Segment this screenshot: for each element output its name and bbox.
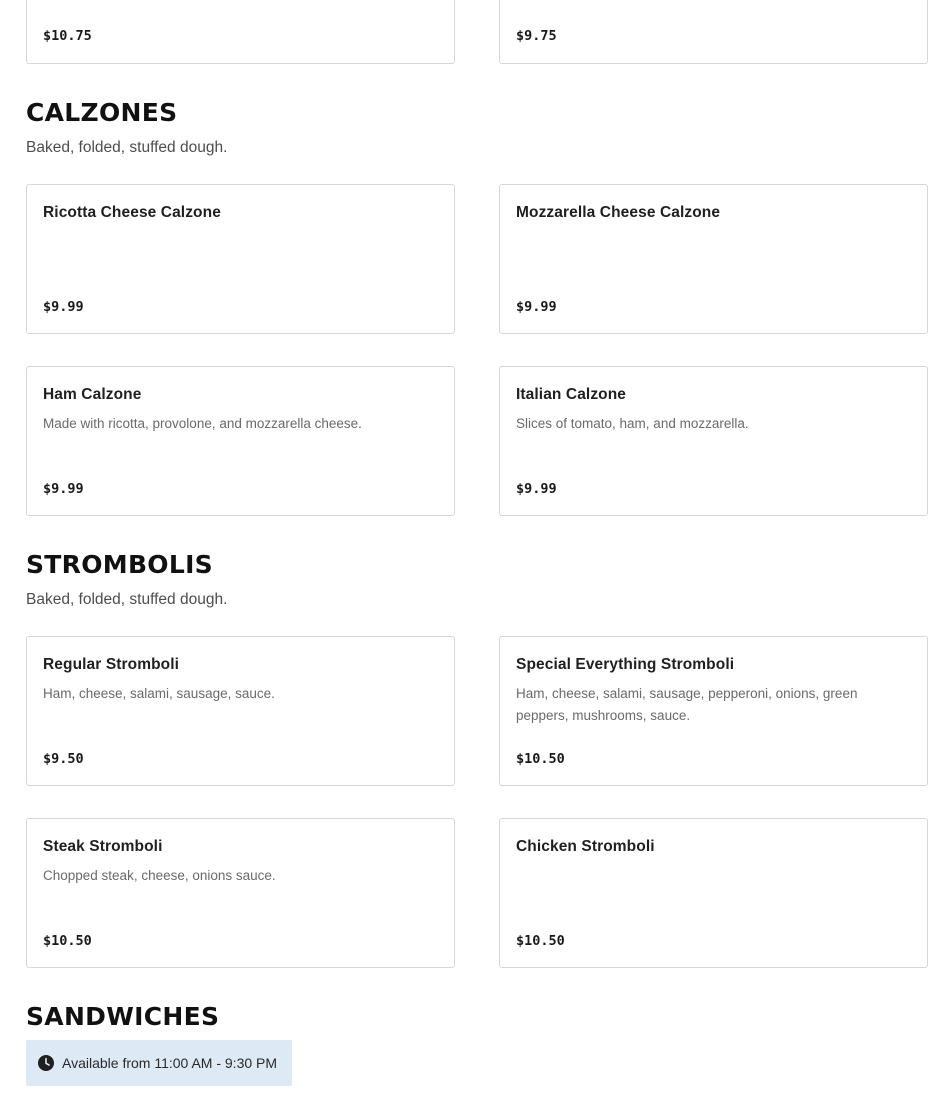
item-description: Ham, cheese, salami, sausage, pepperoni, onions, green peppers, mushrooms, sauce. xyxy=(516,686,858,723)
section-subtitle-strombolis: Baked, folded, stuffed dough. xyxy=(26,591,228,608)
item-name: Mozzarella Cheese Calzone xyxy=(516,204,721,221)
item-price: $10.50 xyxy=(516,933,565,949)
item-price: $10.50 xyxy=(43,933,92,949)
menu-item-card[interactable] xyxy=(26,818,455,968)
item-description: Made with ricotta, provolone, and mozzarella cheese. xyxy=(43,416,362,431)
item-name: Special Everything Stromboli xyxy=(516,656,735,673)
item-description: Chopped steak, cheese, onions sauce. xyxy=(43,868,276,883)
section-title-calzones: CALZONES xyxy=(26,98,178,127)
item-description: Ham, cheese, salami, sausage, sauce. xyxy=(43,686,275,701)
item-price: $9.99 xyxy=(516,299,557,315)
availability-text: Available from 11:00 AM - 9:30 PM xyxy=(62,1055,278,1071)
menu-item-card[interactable] xyxy=(499,636,928,786)
menu-item-card[interactable] xyxy=(26,366,455,516)
item-price: $9.75 xyxy=(516,28,557,44)
item-name: Italian Calzone xyxy=(516,386,627,403)
menu-item-card[interactable] xyxy=(499,366,928,516)
section-subtitle-calzones: Baked, folded, stuffed dough. xyxy=(26,139,228,156)
item-name: Regular Stromboli xyxy=(43,656,180,673)
availability-banner xyxy=(26,1040,292,1086)
item-price: $9.99 xyxy=(43,481,84,497)
item-price: $10.50 xyxy=(516,751,565,767)
item-price: $9.50 xyxy=(43,751,84,767)
item-price: $9.99 xyxy=(43,299,84,315)
menu-item-card[interactable] xyxy=(26,636,455,786)
item-name: Ham Calzone xyxy=(43,386,142,403)
item-price: $10.75 xyxy=(43,28,92,44)
item-price: $9.99 xyxy=(516,481,557,497)
item-description: Slices of tomato, ham, and mozzarella. xyxy=(516,416,749,431)
menu-item-card[interactable] xyxy=(499,818,928,968)
item-name: Steak Stromboli xyxy=(43,838,163,855)
item-name: Chicken Stromboli xyxy=(516,838,655,855)
menu-item-card[interactable] xyxy=(499,184,928,334)
item-name: Ricotta Cheese Calzone xyxy=(43,204,221,221)
section-title-sandwiches: SANDWICHES xyxy=(26,1002,220,1031)
clock-icon xyxy=(38,1055,54,1071)
menu-item-card[interactable] xyxy=(26,184,455,334)
menu-item-card[interactable] xyxy=(499,0,928,64)
menu-item-card[interactable] xyxy=(26,0,455,64)
section-title-strombolis: STROMBOLIS xyxy=(26,550,213,579)
